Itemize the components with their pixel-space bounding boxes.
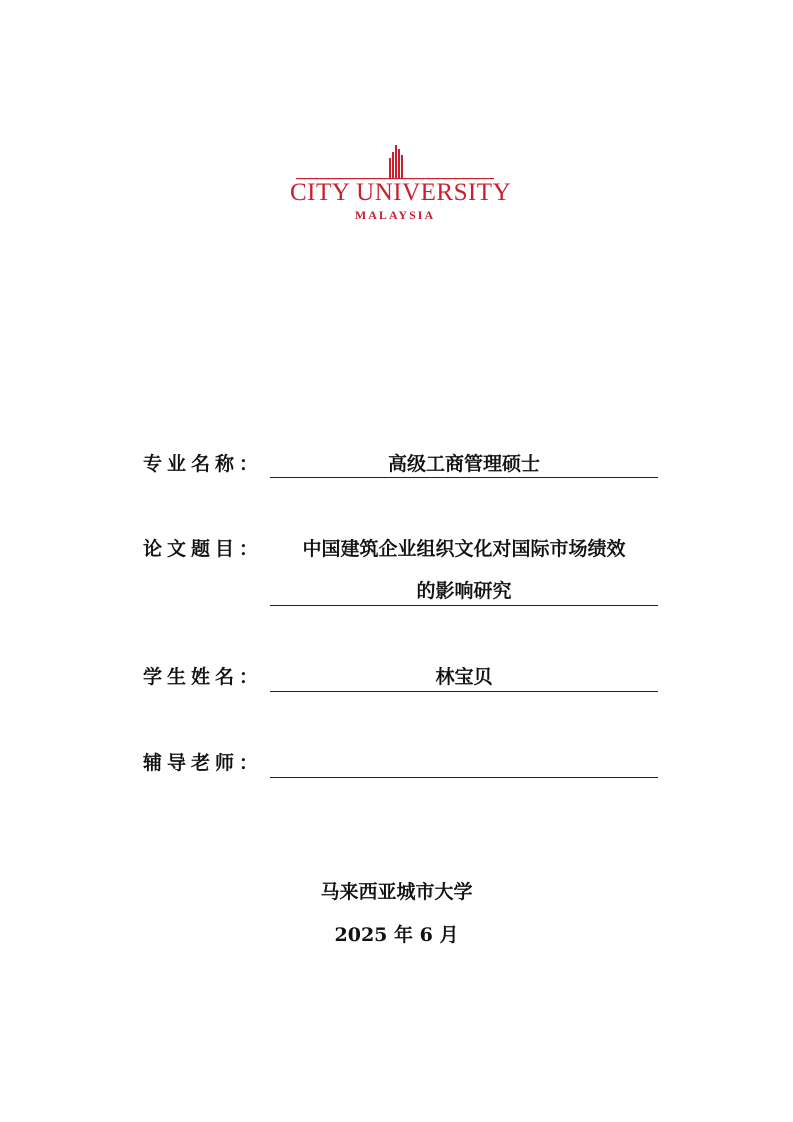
advisor-label: 辅导老师： <box>143 752 264 774</box>
submission-date: 2025 年 6 月 <box>334 924 459 946</box>
student-underline <box>270 691 658 692</box>
advisor-underline <box>270 777 658 778</box>
major-value: 高级工商管理硕士 <box>387 453 540 475</box>
logo-university-name: CITY UNIVERSITY <box>290 179 512 206</box>
logo-country: MALAYSIA <box>354 208 436 222</box>
building-towers-icon <box>290 140 500 182</box>
thesis-title-line1: 中国建筑企业组织文化对国际市场绩效 <box>302 538 626 560</box>
major-underline <box>270 477 658 478</box>
student-name: 林宝贝 <box>435 666 493 688</box>
university-logo <box>290 140 512 230</box>
student-label: 学生姓名： <box>143 666 264 688</box>
thesis-label: 论文题目： <box>143 538 264 560</box>
thesis-underline <box>270 605 658 606</box>
major-label: 专业名称： <box>143 453 264 475</box>
university-name: 马来西亚城市大学 <box>320 881 473 903</box>
thesis-title-line2: 的影响研究 <box>416 580 512 602</box>
